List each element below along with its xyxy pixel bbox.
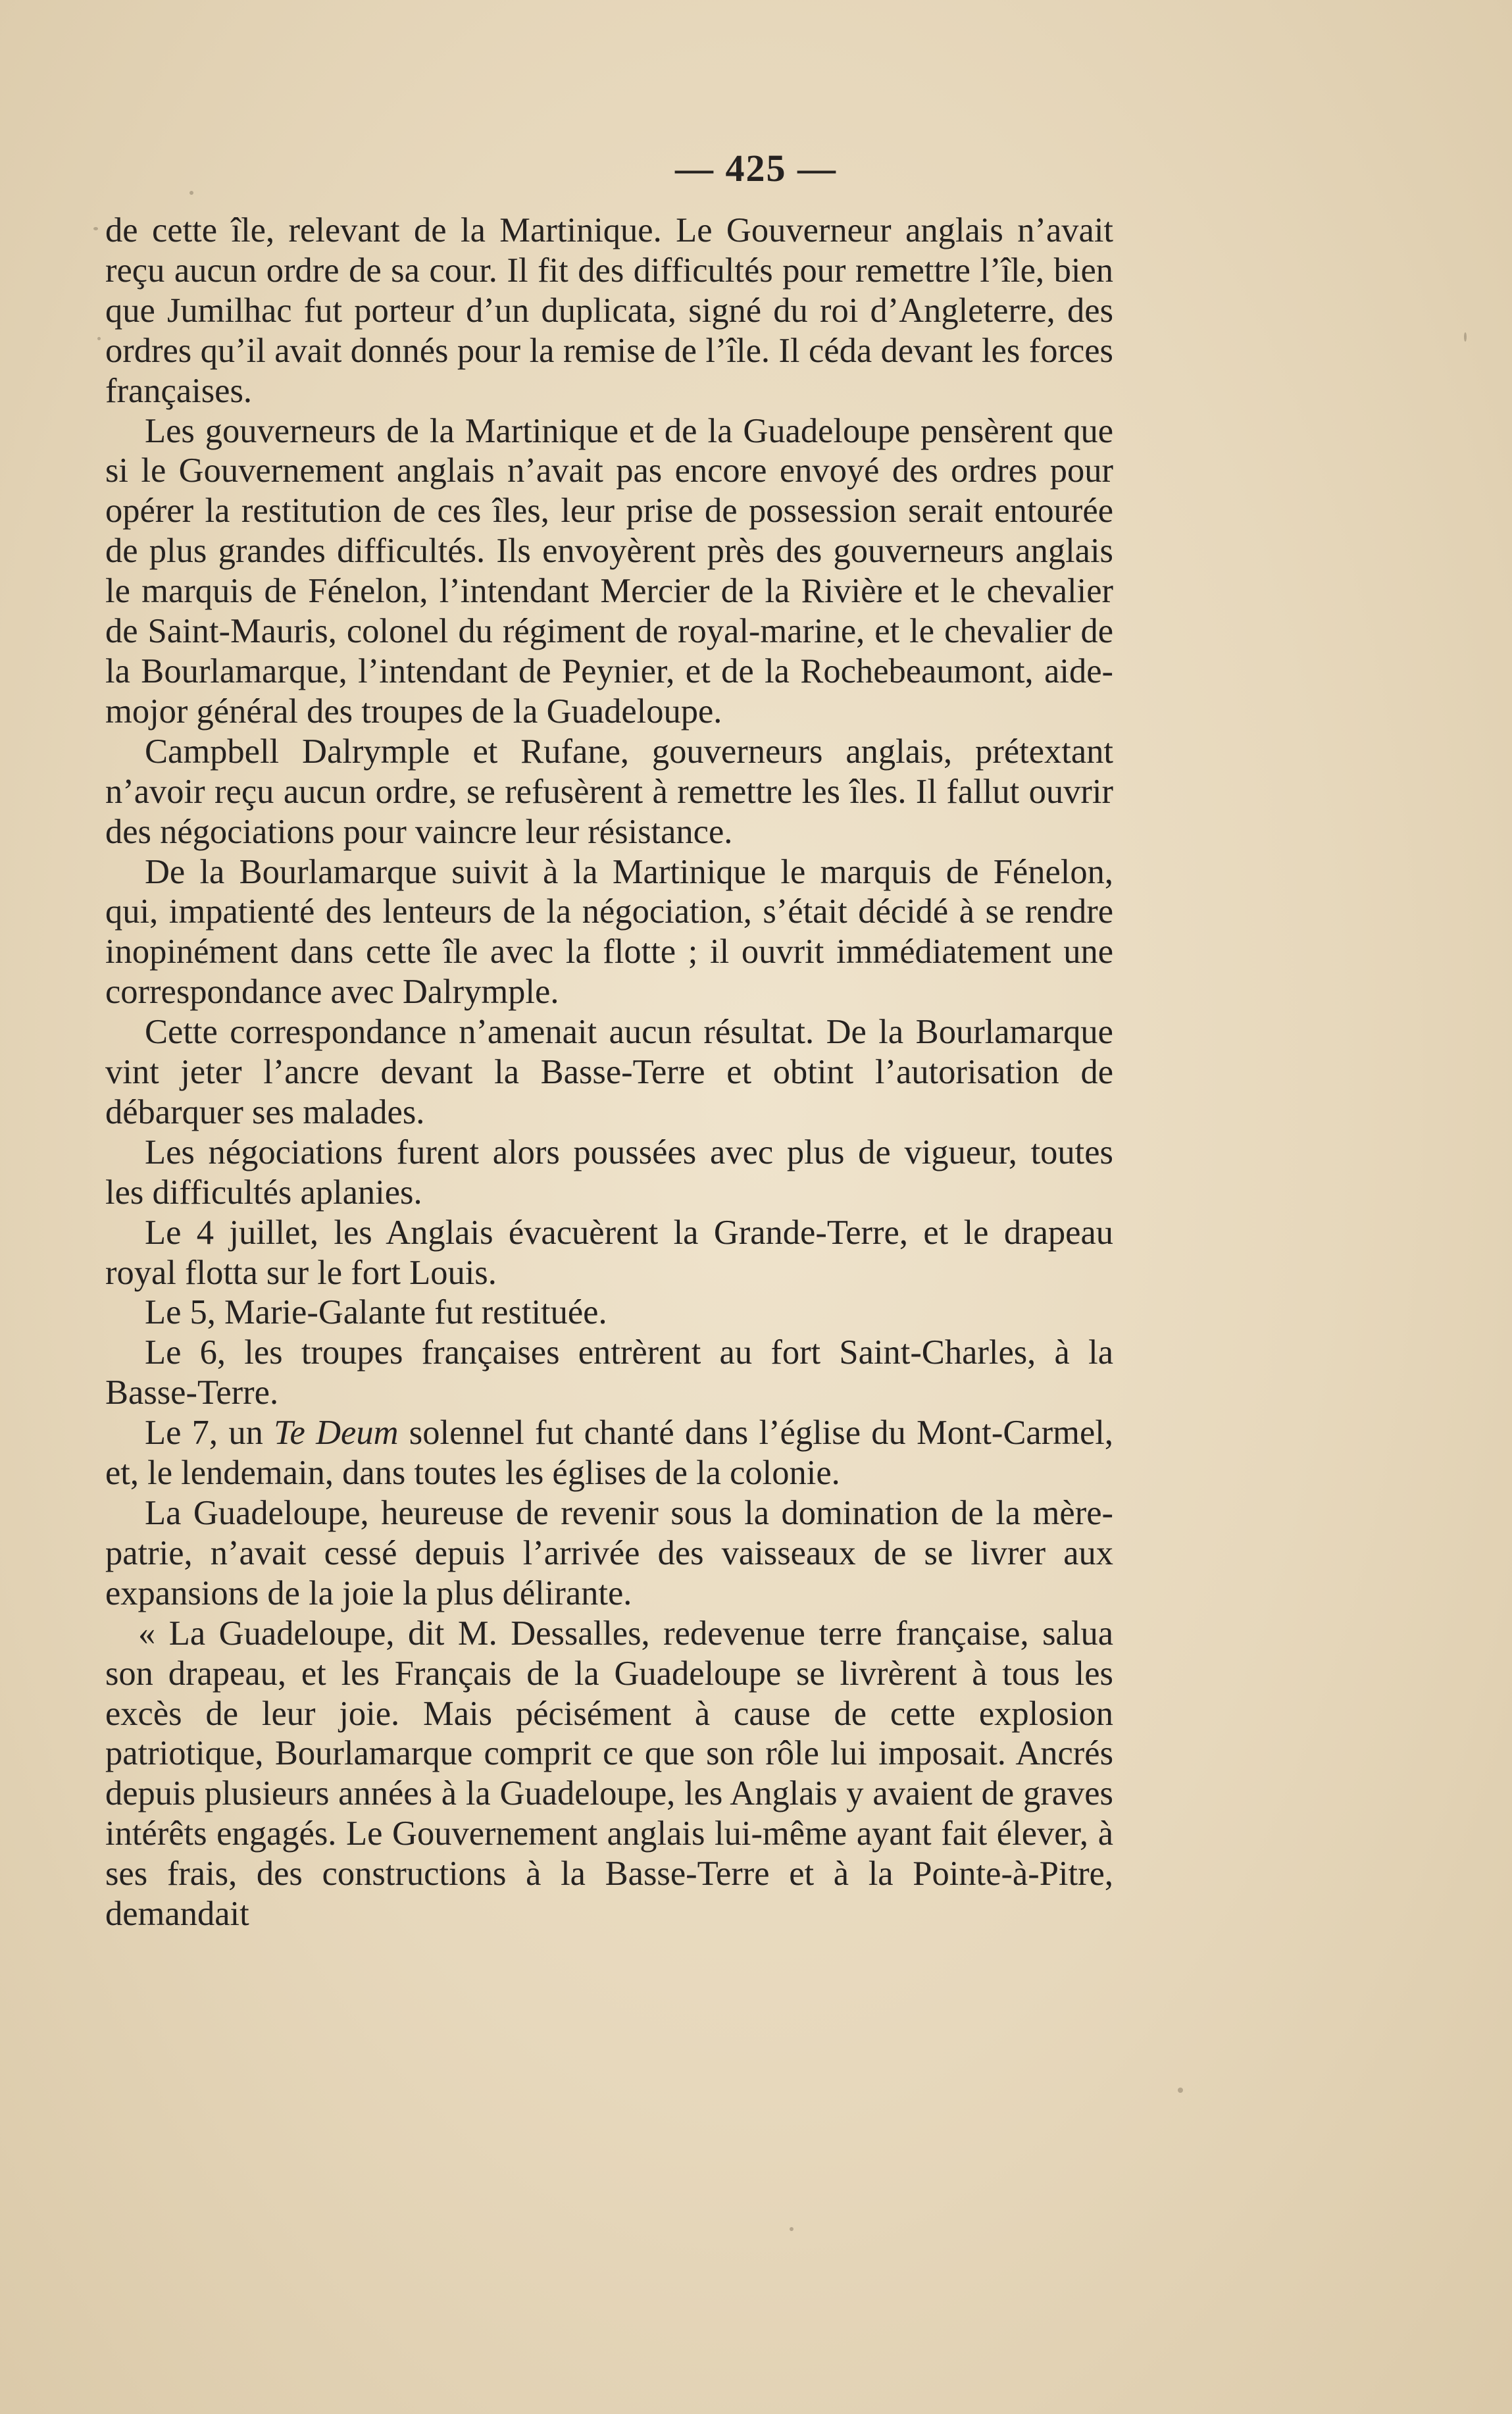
paper-speck: [97, 337, 101, 340]
te-deum-italic: Te Deum: [274, 1414, 399, 1452]
paper-speck: [189, 191, 193, 195]
paragraph-5: Cette correspondance n’amenait aucun résultat. De la Bourlamarque vint jeter l’ancre devant la Basse-Terre et obtint l’autorisation de débarquer ses malades.: [105, 1013, 1113, 1131]
paragraph-7: Le 4 juillet, les Anglais évacuèrent la Grande-Terre, et le drapeau royal flotta sur le fort Louis.: [105, 1213, 1113, 1292]
paper-speck: [1178, 2088, 1183, 2093]
paragraph-10-end: solennel fut chanté dans l’église du Mont-Carmel, et, le lendemain, dans toutes les églises de la colonie.: [105, 1414, 1113, 1493]
paragraph-3: Campbell Dalrymple et Rufane, gouverneurs anglais, prétextant n’avoir reçu aucun ordre, se refusèrent à remettre les îles. Il fallut ouvrir des négociations pour vaincre leur résistance.: [105, 732, 1113, 851]
paragraph-1: de cette île, relevant de la Martinique. Le Gouverneur anglais n’avait reçu aucun ordre de sa cour. Il fit des difficultés pour remettre l’île, bien que Jumilhac fut porteur d’un duplicata, signé du roi d’Angleterre, des ordres qu’il avait donnés pour la remise de l’île. Il céda devant les forces françaises.: [105, 211, 1113, 410]
paragraph-10: [105, 1413, 1113, 1493]
page-number: — 425 —: [675, 147, 837, 190]
paragraph-4: De la Bourlamarque suivit à la Martinique le marquis de Fénelon, qui, impatienté des lenteurs de la négociation, s’était décidé à se rendre inopinément dans cette île avec la flotte ; il ouvrit immédiatement une correspondance avec Dalrymple.: [105, 852, 1113, 1012]
paragraph-10-start: Le 7, un: [145, 1414, 274, 1452]
body-text: [105, 211, 1113, 1934]
paragraph-9: Le 6, les troupes françaises entrèrent au fort Saint-Charles, à la Basse-Terre.: [105, 1333, 1113, 1412]
paragraph-2: Les gouverneurs de la Martinique et de la Guadeloupe pensèrent que si le Gouvernement anglais n’avait pas encore envoyé des ordres pour opérer la restitution de ces îles, leur prise de possession serait entourée de plus grandes difficultés. Ils envoyèrent près des gouverneurs anglais le marquis de Fénelon, l’intendant Mercier de la Rivière et le chevalier de Saint-Mauris, colonel du régiment de royal-marine, et le chevalier de la Bourlamarque, l’intendant de Peynier, et de la Rochebeaumont, aide-mojor général des troupes de la Guadeloupe.: [105, 411, 1113, 731]
paper-speck: [790, 2227, 794, 2231]
paper-speck: [1464, 332, 1467, 342]
paragraph-6: Les négociations furent alors poussées avec plus de vigueur, toutes les difficultés aplanies.: [105, 1133, 1113, 1212]
paragraph-8: Le 5, Marie-Galante fut restituée.: [145, 1293, 607, 1332]
paragraph-11: La Guadeloupe, heureuse de revenir sous la domination de la mère-patrie, n’avait cessé depuis l’arrivée des vaisseaux de se livrer aux expansions de la joie la plus délirante.: [105, 1494, 1113, 1612]
paragraph-12-quote: « La Guadeloupe, dit M. Dessalles, redevenue terre française, salua son drapeau, et les Français de la Guadeloupe se livrèrent à tous les excès de leur joie. Mais pécisément à cause de cette explosion patriotique, Bourlamarque comprit ce que son rôle lui imposait. Ancrés depuis plusieurs années à la Guadeloupe, les Anglais y avaient de graves intérêts engagés. Le Gouvernement anglais lui-même ayant fait élever, à ses frais, des constructions à la Basse-Terre et à la Pointe-à-Pitre, demandait: [105, 1614, 1113, 1934]
paper-speck: [93, 227, 98, 230]
